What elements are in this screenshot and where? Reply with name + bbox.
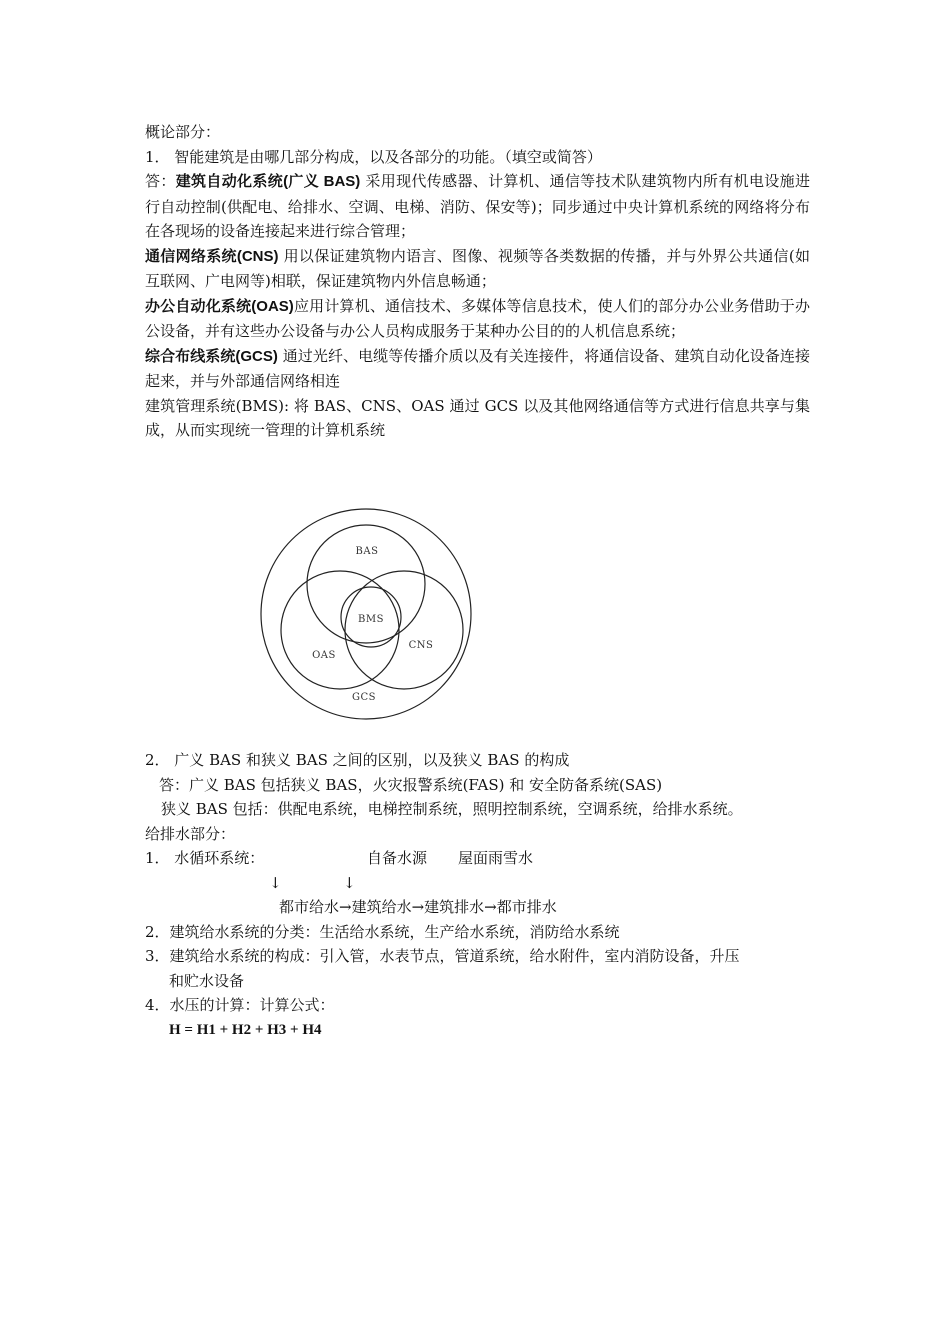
answer-2-line-2: 狭义 BAS 包括：供配电系统，电梯控制系统，照明控制系统，空调系统，给排水系统。 <box>161 800 743 818</box>
circle-bas <box>307 525 425 643</box>
document-page <box>145 120 810 443</box>
water-source-2: 屋面雨雪水 <box>458 849 534 867</box>
pressure-formula: H = H1 + H2 + H3 + H4 <box>169 1021 322 1038</box>
down-arrow-icon: ↓ <box>343 873 356 892</box>
item-2: 2．建筑给水系统的分类：生活给水系统，生产给水系统，消防给水系统 <box>145 922 620 941</box>
desc-oas: 应用计算机、通信技术、多媒体等信息技术，使人们的部分办公业务借助于办公设备，并有这些办公设备与办公人员构成服务于某种办公目的的人机信息系统； <box>145 296 810 340</box>
item-1-label: 1． 水循环系统： <box>145 849 265 867</box>
section-heading-water: 给排水部分： <box>145 824 236 843</box>
answer-cns <box>145 244 810 294</box>
desc-bas: 采用现代传感器、计算机、通信等技术队建筑物内所有机电设施进行自动控制(供配电、给排水、空调、电梯、消防、保安等)；同步通过中央计算机系统的网络将分布在各现场的设备连接起来进行综合管理； <box>145 172 810 240</box>
section-heading-intro: 概论部分： <box>145 123 221 141</box>
label-cns: CNS <box>408 640 434 651</box>
answer-oas <box>145 294 810 344</box>
label-bas: BAS <box>355 546 379 557</box>
answer-gcs <box>145 344 810 394</box>
term-bas: 建筑自动化系统(广义 BAS) <box>175 173 361 190</box>
system-venn-diagram <box>258 506 478 726</box>
question-2: 2． 广义 BAS 和狭义 BAS 之间的区别，以及狭义 BAS 的构成 <box>145 751 570 769</box>
answer-bas <box>145 169 810 244</box>
document-page-continued <box>145 748 810 1042</box>
answer-prefix: 答： <box>145 172 176 190</box>
term-gcs: 综合布线系统(GCS) <box>145 347 278 365</box>
flow-row <box>145 895 810 920</box>
term-cns: 通信网络系统(CNS) <box>145 247 279 265</box>
item-3-line-1: 3．建筑给水系统的构成：引入管，水表节点，管道系统，给水附件，室内消防设备，升压 <box>145 947 740 965</box>
question-1: 1． 智能建筑是由哪几部分构成，以及各部分的功能。（填空或简答） <box>145 147 602 166</box>
answer-bms: 建筑管理系统(BMS): 将 BAS、CNS、OAS 通过 GCS 以及其他网络通信等方式进行信息共享与集成，从而实现统一管理的计算机系统 <box>145 396 810 439</box>
item-4: 4．水压的计算：计算公式： <box>145 996 335 1014</box>
water-cycle-row <box>145 846 810 871</box>
term-oas: 办公自动化系统(OAS) <box>145 297 294 315</box>
down-arrow-icon: ↓ <box>269 873 282 892</box>
arrow-row <box>145 871 810 896</box>
desc-cns: 用以保证建筑物内语言、图像、视频等各类数据的传播，并与外界公共通信(如互联网、广电网等)相联，保证建筑物内外信息畅通； <box>145 246 810 290</box>
water-source-1: 自备水源 <box>367 849 428 867</box>
water-flow-chain: 都市给水→建筑给水→建筑排水→都市排水 <box>279 898 557 916</box>
desc-gcs: 通过光纤、电缆等传播介质以及有关连接件，将通信设备、建筑自动化设备连接起来，并与外部通信网络相连 <box>145 346 810 390</box>
label-gcs: GCS <box>352 692 376 703</box>
answer-2-line-1: 答：广义 BAS 包括狭义 BAS，火灾报警系统(FAS) 和 安全防备系统(SAS) <box>159 775 663 794</box>
label-oas: OAS <box>312 650 336 661</box>
label-bms: BMS <box>358 614 384 625</box>
item-3-line-2: 和贮水设备 <box>169 971 245 990</box>
